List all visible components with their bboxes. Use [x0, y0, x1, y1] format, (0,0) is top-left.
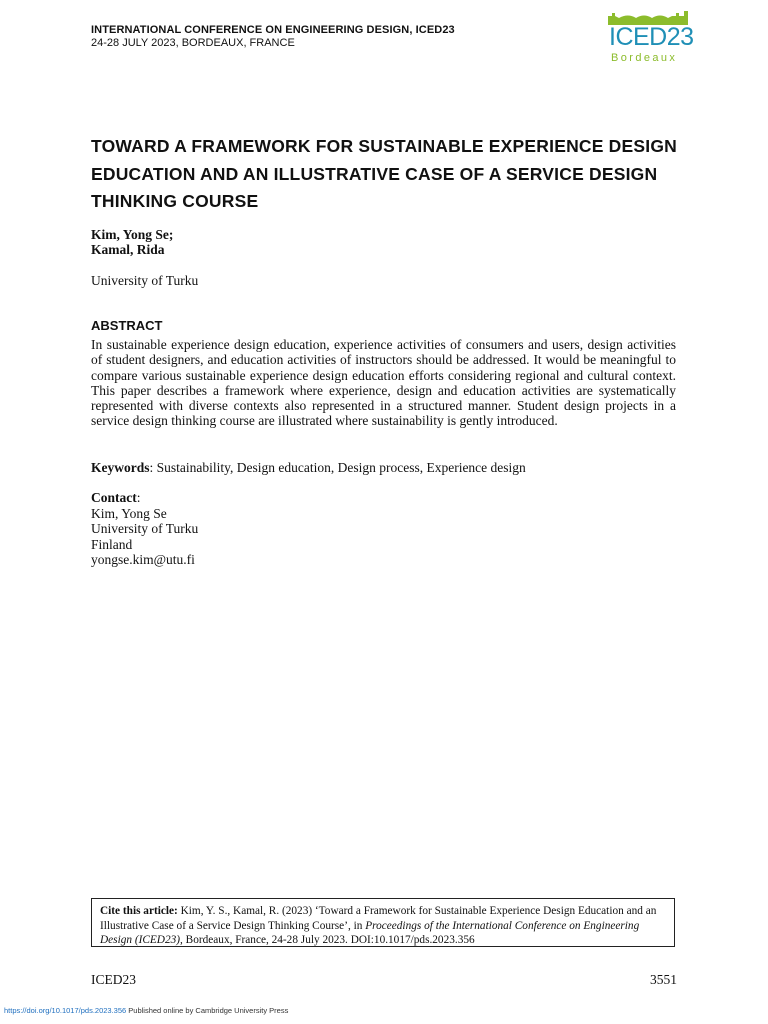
abstract-heading: ABSTRACT	[91, 318, 163, 333]
logo-subtext: Bordeaux	[611, 52, 678, 64]
abstract-body: In sustainable experience design education, experience activities of consumers and users, design activities of student designers, and education activities of instructors should be addressed. It would be meaningful to compare various sustainable experience design education efforts considering regional and cultural context. This paper describes a framework where experience, design and education activities are systematically represented with diverse contexts also represented in a structured manner. Student design projects in a service design thinking course are illustrated where sustainability is gently introduced.	[91, 337, 676, 429]
keywords	[91, 460, 526, 476]
contact-label: Contact	[91, 490, 137, 505]
paper-title: TOWARD A FRAMEWORK FOR SUSTAINABLE EXPERIENCE DESIGN EDUCATION AND AN ILLUSTRATIVE CASE OF A SERVICE DESIGN THINKING COURSE	[91, 136, 677, 211]
doi-link[interactable]: https://doi.org/10.1017/pds.2023.356	[4, 1006, 127, 1015]
page-number: 3551	[650, 972, 677, 987]
iced23-logo	[606, 10, 692, 66]
contact-colon: :	[136, 490, 141, 505]
contact-country: Finland	[91, 536, 133, 552]
author-2: Kamal, Rida	[91, 242, 165, 257]
keywords-text: : Sustainability, Design education, Design process, Experience design	[149, 460, 526, 475]
doi-footer	[4, 1006, 288, 1015]
published-note: Published online by Cambridge University Press	[126, 1006, 289, 1015]
contact-block	[91, 490, 198, 568]
conference-date: 24-28 JULY 2023, BORDEAUX, FRANCE	[91, 37, 295, 49]
citation-box	[91, 898, 675, 947]
affiliation: University of Turku	[91, 273, 199, 288]
citation-text-1: Kim, Y. S., Kamal, R. (2023) ‘Toward a Framework for Sustainable Experience Design Education and an Illustrative Case of a Service Design Thinking Course’, in	[100, 905, 657, 932]
citation-text-2: Bordeaux, France, 24-28 July 2023. DOI:10.1017/pds.2023.356	[182, 934, 475, 946]
contact-name: Kim, Yong Se	[91, 505, 167, 521]
citation-label: Cite this article:	[100, 905, 178, 917]
contact-email[interactable]: yongse.kim@utu.fi	[91, 552, 195, 568]
author-1: Kim, Yong Se;	[91, 227, 174, 242]
citation-proceedings: Proceedings of the International Conference on Engineering Design (ICED23),	[100, 919, 640, 946]
keywords-label: Keywords	[91, 460, 150, 475]
conference-header: INTERNATIONAL CONFERENCE ON ENGINEERING DESIGN, ICED23	[91, 24, 455, 36]
contact-institution: University of Turku	[91, 521, 199, 537]
footer-conference: ICED23	[91, 972, 136, 987]
logo-text: ICED23	[609, 23, 694, 51]
